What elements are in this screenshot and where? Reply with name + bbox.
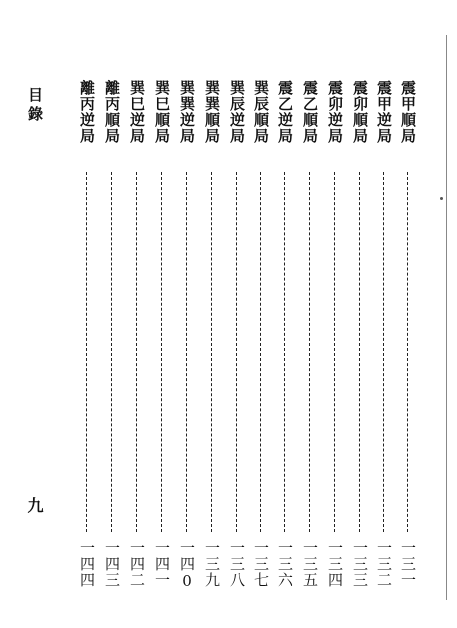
entry-page-number: 一三八 bbox=[228, 540, 246, 588]
entry-page-number: 一三四 bbox=[326, 540, 344, 588]
toc-entry bbox=[127, 0, 147, 628]
leader-line bbox=[407, 172, 408, 532]
section-title: 目錄 bbox=[26, 87, 44, 125]
leader-line bbox=[161, 172, 162, 532]
entry-title: 巽巽逆局 bbox=[178, 80, 196, 144]
toc-entry bbox=[300, 0, 320, 628]
entry-title: 離丙逆局 bbox=[78, 80, 96, 144]
entry-page-number: 一三三 bbox=[351, 540, 369, 588]
entry-page-number: 一四二 bbox=[128, 540, 146, 588]
leader-line bbox=[111, 172, 112, 532]
leader-line bbox=[284, 172, 285, 532]
entry-title: 巽巳逆局 bbox=[128, 80, 146, 144]
entry-page-number: 一三六 bbox=[276, 540, 294, 588]
toc-entry bbox=[398, 0, 418, 628]
toc-entry bbox=[227, 0, 247, 628]
entry-page-number: 一三九 bbox=[203, 540, 221, 588]
entry-title: 震卯逆局 bbox=[326, 80, 344, 144]
toc-entry bbox=[177, 0, 197, 628]
toc-entry bbox=[325, 0, 345, 628]
entry-page-number: 一三二 bbox=[375, 540, 393, 588]
toc-entry bbox=[77, 0, 97, 628]
leader-line bbox=[136, 172, 137, 532]
entry-page-number: 一三七 bbox=[252, 540, 270, 588]
leader-line bbox=[236, 172, 237, 532]
entry-page-number: 一三五 bbox=[301, 540, 319, 588]
leader-line bbox=[211, 172, 212, 532]
leader-line bbox=[309, 172, 310, 532]
entry-page-number: 一四0 bbox=[178, 540, 196, 591]
leader-line bbox=[86, 172, 87, 532]
entry-title: 巽巳順局 bbox=[153, 80, 171, 144]
entry-title: 震乙逆局 bbox=[276, 80, 294, 144]
entry-page-number: 一三一 bbox=[399, 540, 417, 588]
entry-page-number: 一四三 bbox=[103, 540, 121, 588]
entry-title: 震乙順局 bbox=[301, 80, 319, 144]
toc-entry bbox=[350, 0, 370, 628]
toc-entry bbox=[251, 0, 271, 628]
toc-entry bbox=[275, 0, 295, 628]
folio-number: 九 bbox=[25, 497, 44, 514]
entry-title: 巽辰順局 bbox=[252, 80, 270, 144]
leader-line bbox=[186, 172, 187, 532]
entry-title: 巽巽順局 bbox=[203, 80, 221, 144]
entry-page-number: 一四一 bbox=[153, 540, 171, 588]
leader-line bbox=[359, 172, 360, 532]
page-edge-line bbox=[446, 35, 447, 600]
toc-entry bbox=[102, 0, 122, 628]
toc-entry bbox=[374, 0, 394, 628]
toc-entry bbox=[152, 0, 172, 628]
entry-title: 震甲順局 bbox=[399, 80, 417, 144]
entry-title: 震卯順局 bbox=[351, 80, 369, 144]
entry-page-number: 一四四 bbox=[78, 540, 96, 588]
entry-title: 巽辰逆局 bbox=[228, 80, 246, 144]
scan-speck bbox=[440, 197, 443, 200]
entry-title: 震甲逆局 bbox=[375, 80, 393, 144]
leader-line bbox=[334, 172, 335, 532]
toc-entry bbox=[202, 0, 222, 628]
leader-line bbox=[260, 172, 261, 532]
entry-title: 離丙順局 bbox=[103, 80, 121, 144]
leader-line bbox=[383, 172, 384, 532]
